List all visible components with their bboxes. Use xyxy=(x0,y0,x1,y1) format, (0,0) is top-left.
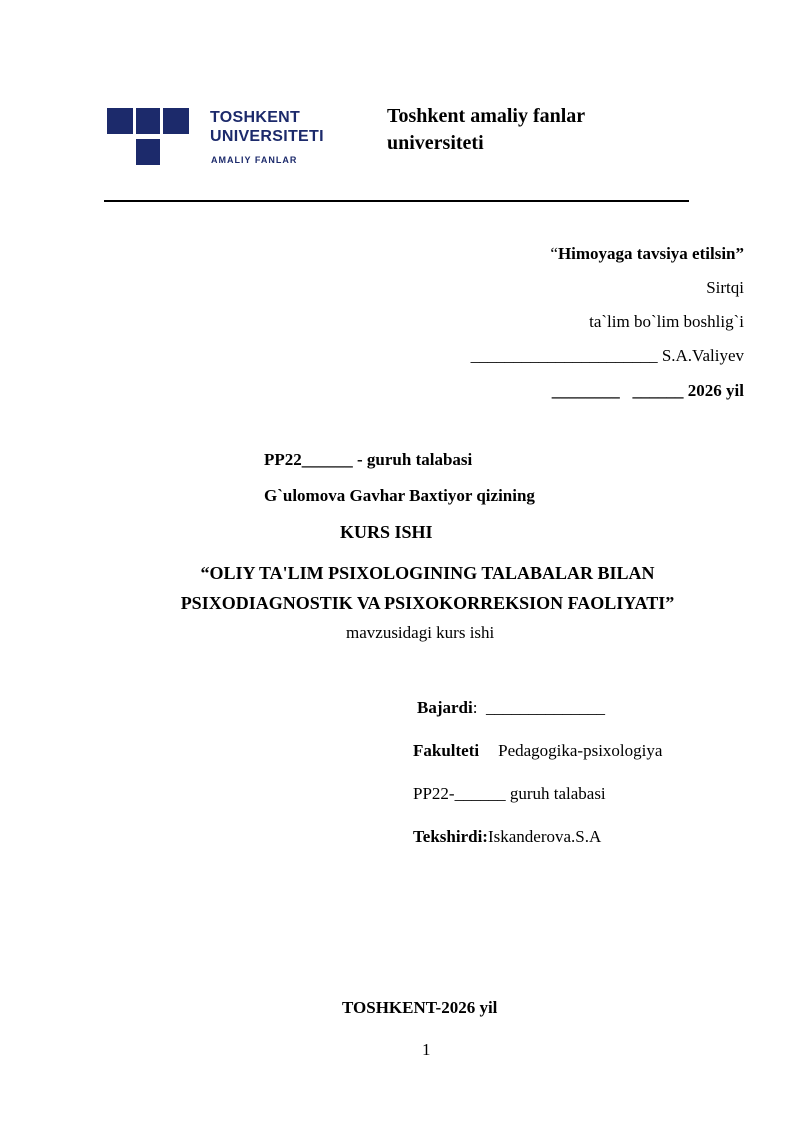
logo-square xyxy=(136,108,160,134)
checked-label: Tekshirdi: xyxy=(413,827,488,846)
checked-row xyxy=(413,827,601,847)
header-divider xyxy=(104,200,689,202)
logo-square xyxy=(107,108,133,134)
approval-title-text: Himoyaga tavsiya etilsin” xyxy=(557,244,744,263)
approval-open-quote: “ xyxy=(550,244,558,263)
work-title-line-1: “OLIY TA'LIM PSIXOLOGINING TALABALAR BILAN xyxy=(200,563,655,583)
approval-line-1: Sirtqi xyxy=(706,278,744,297)
logo-line-1: TOSHKENT xyxy=(210,109,301,126)
done-label: Bajardi xyxy=(417,698,473,717)
logo-line-2: UNIVERSITETI xyxy=(210,128,324,145)
checked-value: Iskanderova.S.A xyxy=(487,827,602,846)
logo-square xyxy=(136,139,160,165)
approval-line-2: ta`lim bo`lim boshlig`i xyxy=(589,312,744,331)
work-title-line-2: PSIXODIAGNOSTIK VA PSIXOKORREKSION FAOLIYATI” xyxy=(180,593,675,613)
student-group: PP22______ - guruh talabasi xyxy=(264,450,473,469)
done-value: : ______________ xyxy=(472,698,605,717)
approval-date: ________ ______ 2026 yil xyxy=(551,381,744,400)
work-title xyxy=(0,558,800,618)
approval-signature: ______________________ S.A.Valiyev xyxy=(470,346,744,365)
university-title-line-2: universiteti xyxy=(387,132,484,154)
student-name: G`ulomova Gavhar Baxtiyor qizining xyxy=(264,486,535,505)
group-line: PP22-______ guruh talabasi xyxy=(413,784,606,803)
university-title xyxy=(387,103,647,157)
approval-title xyxy=(550,244,744,264)
work-type: KURS ISHI xyxy=(340,522,433,542)
logo-wordmark xyxy=(210,108,324,146)
university-title-line-1: Toshkent amaliy fanlar xyxy=(387,105,586,127)
faculty-label: Fakulteti xyxy=(413,741,480,760)
city-year: TOSHKENT-2026 yil xyxy=(342,998,498,1017)
university-logo xyxy=(107,108,342,170)
page-number: 1 xyxy=(422,1040,431,1059)
logo-square xyxy=(163,108,189,134)
faculty-value: Pedagogika-psixologiya xyxy=(498,741,663,760)
faculty-row xyxy=(413,741,662,761)
done-row xyxy=(417,698,605,718)
work-subtitle: mavzusidagi kurs ishi xyxy=(346,623,495,642)
logo-line-3: AMALIY FANLAR xyxy=(211,155,298,165)
